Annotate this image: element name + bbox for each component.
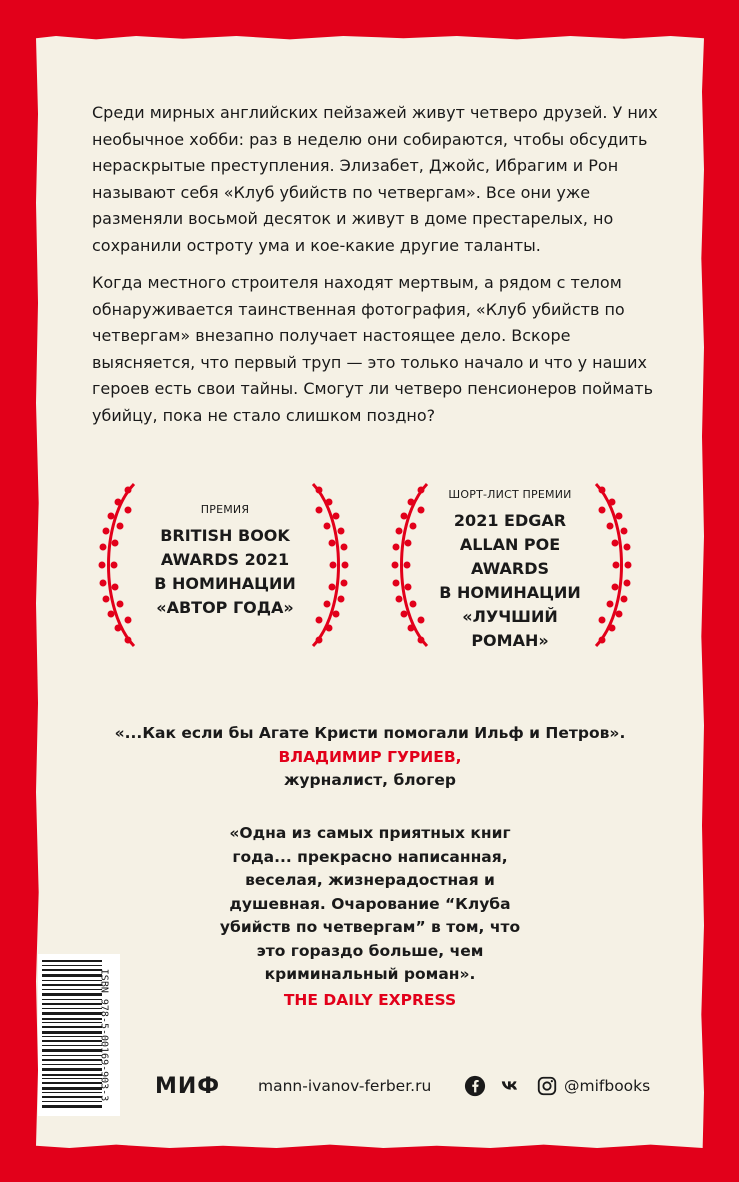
barcode-bars xyxy=(42,960,102,1110)
quote-2-author: THE DAILY EXPRESS xyxy=(283,990,457,1009)
laurel-right-icon xyxy=(588,480,638,650)
laurel-left-icon xyxy=(92,480,142,650)
quote-2-text: «Одна из самых приятных книг года... прекрасно написанная, веселая, жизнерадостная и душевная. Очарование “Клуба убийств по четвергам” в том, что это гораздо больше, чем криминальный роман». xyxy=(219,824,521,983)
instagram-icon[interactable] xyxy=(536,1075,558,1097)
isbn-number: ISBN 978-5-00169-903-3 xyxy=(98,968,110,1102)
social-handle[interactable]: @mifbooks xyxy=(564,1077,651,1095)
quote-1 xyxy=(60,722,680,793)
facebook-icon[interactable] xyxy=(464,1075,486,1097)
award-2-prefix: ШОРТ-ЛИСТ ПРЕМИИ xyxy=(448,488,572,501)
description-paragraph-1: Среди мирных английских пейзажей живут четверо друзей. У них необычное хобби: раз в неделю они собираются, чтобы обсудить нераскрытые преступления. Элизабет, Джойс, Ибрагим и Рон называют себя «Клуб убийств по четвергам». Все они уже разменяли восьмой десяток и живут в доме престарелых, но сохранили остроту ума и кое-какие другие таланты. xyxy=(92,103,658,255)
publisher-logo: МИФ xyxy=(155,1073,221,1099)
quote-1-author: ВЛАДИМИР ГУРИЕВ, xyxy=(278,747,462,766)
award-1-text: BRITISH BOOK AWARDS 2021 В НОМИНАЦИИ «АВТОР ГОДА» xyxy=(154,526,296,617)
quote-2 xyxy=(215,822,525,1012)
quote-1-text: «...Как если бы Агате Кристи помогали Ильф и Петров». xyxy=(114,724,626,742)
website-link[interactable]: mann-ivanov-ferber.ru xyxy=(258,1077,432,1095)
quote-1-role: журналист, блогер xyxy=(284,771,456,789)
description-paragraph-2: Когда местного строителя находят мертвым, а рядом с телом обнаруживается таинственная фотография, «Клуб убийств по четвергам» внезапно получает настоящее дело. Вскоре выясняется, что первый труп — это только начало и что у наших героев есть свои тайны. Смогут ли четверо пенсионеров поймать убийцу, пока не стало слишком поздно? xyxy=(92,273,654,425)
award-2-text: 2021 EDGAR ALLAN POE AWARDS В НОМИНАЦИИ «ЛУЧШИЙ РОМАН» xyxy=(439,511,581,650)
award-1-prefix: ПРЕМИЯ xyxy=(200,503,250,516)
laurel-left-icon xyxy=(385,480,435,650)
vk-icon[interactable] xyxy=(500,1075,522,1097)
award-2 xyxy=(432,488,588,653)
social-icons xyxy=(464,1071,558,1101)
laurel-right-icon xyxy=(305,480,355,650)
award-1 xyxy=(150,503,300,620)
